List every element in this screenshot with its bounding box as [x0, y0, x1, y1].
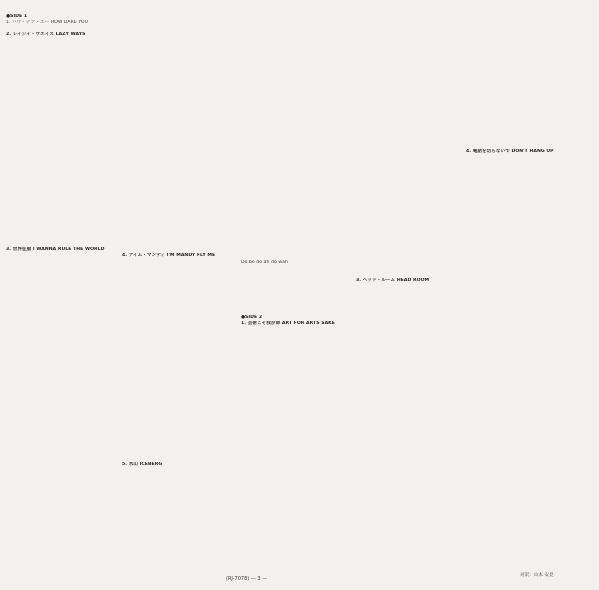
lyrics-column-5 — [466, 14, 566, 570]
lyric-line: Do be do ah do wah — [241, 259, 288, 265]
lyric-line — [466, 548, 566, 554]
song-block — [6, 247, 106, 548]
song-title: 2. レイジイ・ウエイズ LAZY WAYS — [6, 32, 86, 38]
lyrics-column-1 — [6, 14, 106, 570]
song-block — [122, 14, 222, 253]
song-block — [356, 14, 456, 278]
song-block — [241, 14, 341, 315]
song-title: 1. 芸術こそ我が命 ART FOR ARTS SAKE — [241, 321, 335, 327]
lyric-line — [122, 567, 222, 570]
lyrics-column-2 — [122, 14, 222, 570]
lyrics-column-3 — [241, 14, 341, 570]
song-block — [6, 32, 106, 247]
song-title: ●SIDE 2 — [241, 314, 263, 320]
song-title: 4. アイム・マンディ I'M MANDY FLY ME — [122, 253, 216, 259]
song-block — [6, 14, 106, 32]
song-block — [122, 462, 222, 570]
translation-credit: 対訳：山本 安見 — [520, 573, 554, 578]
lyrics-column-4 — [356, 14, 456, 570]
catalog-number: (RJ-7078) — 3 — — [226, 576, 268, 582]
song-title: ●SIDE 1 — [6, 14, 28, 19]
lyric-line — [356, 561, 456, 567]
song-title: 3. ヘッド・ルーム HEAD ROOM — [356, 278, 430, 284]
lyric-line — [6, 542, 106, 548]
lyric-line: 1. ハウ・デア・ユー HOW DARE YOU — [6, 20, 89, 26]
lyric-line — [241, 567, 341, 570]
song-title: 5. 氷山 ICEBERG — [122, 462, 163, 468]
song-block — [241, 321, 341, 570]
song-block — [356, 278, 456, 567]
song-title: 4. 電話を切らないで DON'T HANG UP — [466, 149, 554, 155]
song-block — [466, 149, 566, 554]
song-block — [122, 253, 222, 462]
page-footer — [0, 573, 599, 586]
song-block — [466, 14, 566, 149]
song-title: 3. 世界征服 I WANNA RULE THE WORLD — [6, 247, 105, 253]
